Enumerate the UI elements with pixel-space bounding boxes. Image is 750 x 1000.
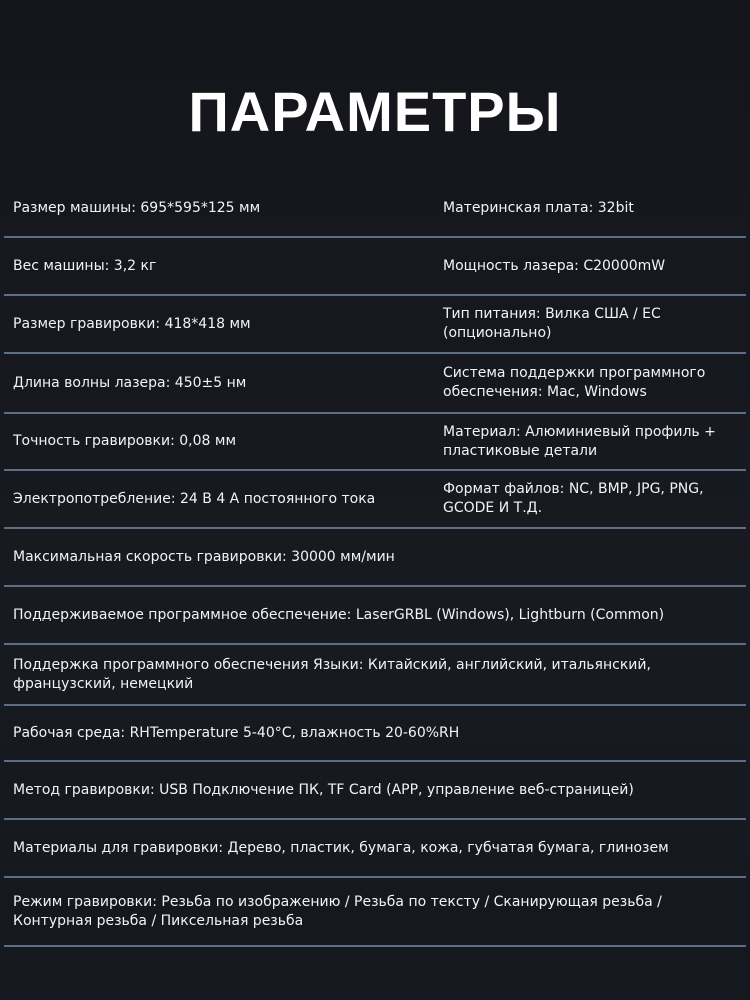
spec-languages: Поддержка программного обеспечения Языки: Китайский, английский, итальянский, французский, немецкий: [13, 656, 651, 692]
spec-row: [4, 238, 746, 296]
spec-row: [4, 820, 746, 878]
spec-row: [4, 471, 746, 529]
spec-accuracy: Точность гравировки: 0,08 мм: [13, 433, 237, 449]
spec-row: [4, 414, 746, 471]
spec-row: [4, 645, 746, 706]
spec-software-os: Система поддержки программного обеспечения: Mac, Windows: [443, 365, 706, 400]
spec-power-consumption: Электропотребление: 24 В 4 А постоянного тока: [13, 490, 376, 507]
spec-motherboard: Материнская плата: 32bit: [443, 199, 634, 216]
spec-laser-power: Мощность лазера: C20000mW: [443, 257, 666, 274]
spec-environment: Рабочая среда: RHTemperature 5-40°C, влажность 20-60%RH: [13, 724, 460, 741]
spec-row: [4, 180, 746, 238]
spec-row: [4, 296, 746, 354]
spec-row: [4, 354, 746, 414]
spec-row: [4, 762, 746, 820]
spec-row: [4, 706, 746, 762]
spec-engraving-modes: Режим гравировки: Резьба по изображению / Резьба по тексту / Сканирующая резьба / Контурная резьба / Пиксельная резьба: [13, 893, 662, 929]
spec-row: [4, 878, 746, 947]
spec-max-speed: Максимальная скорость гравировки: 30000 мм/мин: [13, 548, 395, 565]
spec-material: Материал: Алюминиевый профиль + пластиковые детали: [443, 423, 716, 459]
spec-engraving-method: Метод гравировки: USB Подключение ПК, TF Card (APP, управление веб-страницей): [13, 781, 634, 798]
spec-power-type: Тип питания: Вилка США / ЕС (опционально): [443, 306, 661, 341]
page-title: ПАРАМЕТРЫ: [188, 80, 562, 143]
spec-supported-software: Поддерживаемое программное обеспечение: LaserGRBL (Windows), Lightburn (Common): [13, 606, 665, 623]
spec-machine-weight: Вес машины: 3,2 кг: [13, 257, 157, 274]
spec-machine-size: Размер машины: 695*595*125 мм: [13, 199, 261, 216]
spec-table: [0, 180, 750, 947]
spec-file-formats: Формат файлов: NC, BMP, JPG, PNG, GCODE И Т.Д.: [443, 481, 704, 516]
spec-engraving-materials: Материалы для гравировки: Дерево, пластик, бумага, кожа, губчатая бумага, глинозем: [13, 839, 669, 856]
spec-row: [4, 529, 746, 587]
spec-row: [4, 587, 746, 645]
spec-wavelength: Длина волны лазера: 450±5 нм: [13, 374, 247, 391]
spec-engraving-size: Размер гравировки: 418*418 мм: [13, 315, 251, 332]
